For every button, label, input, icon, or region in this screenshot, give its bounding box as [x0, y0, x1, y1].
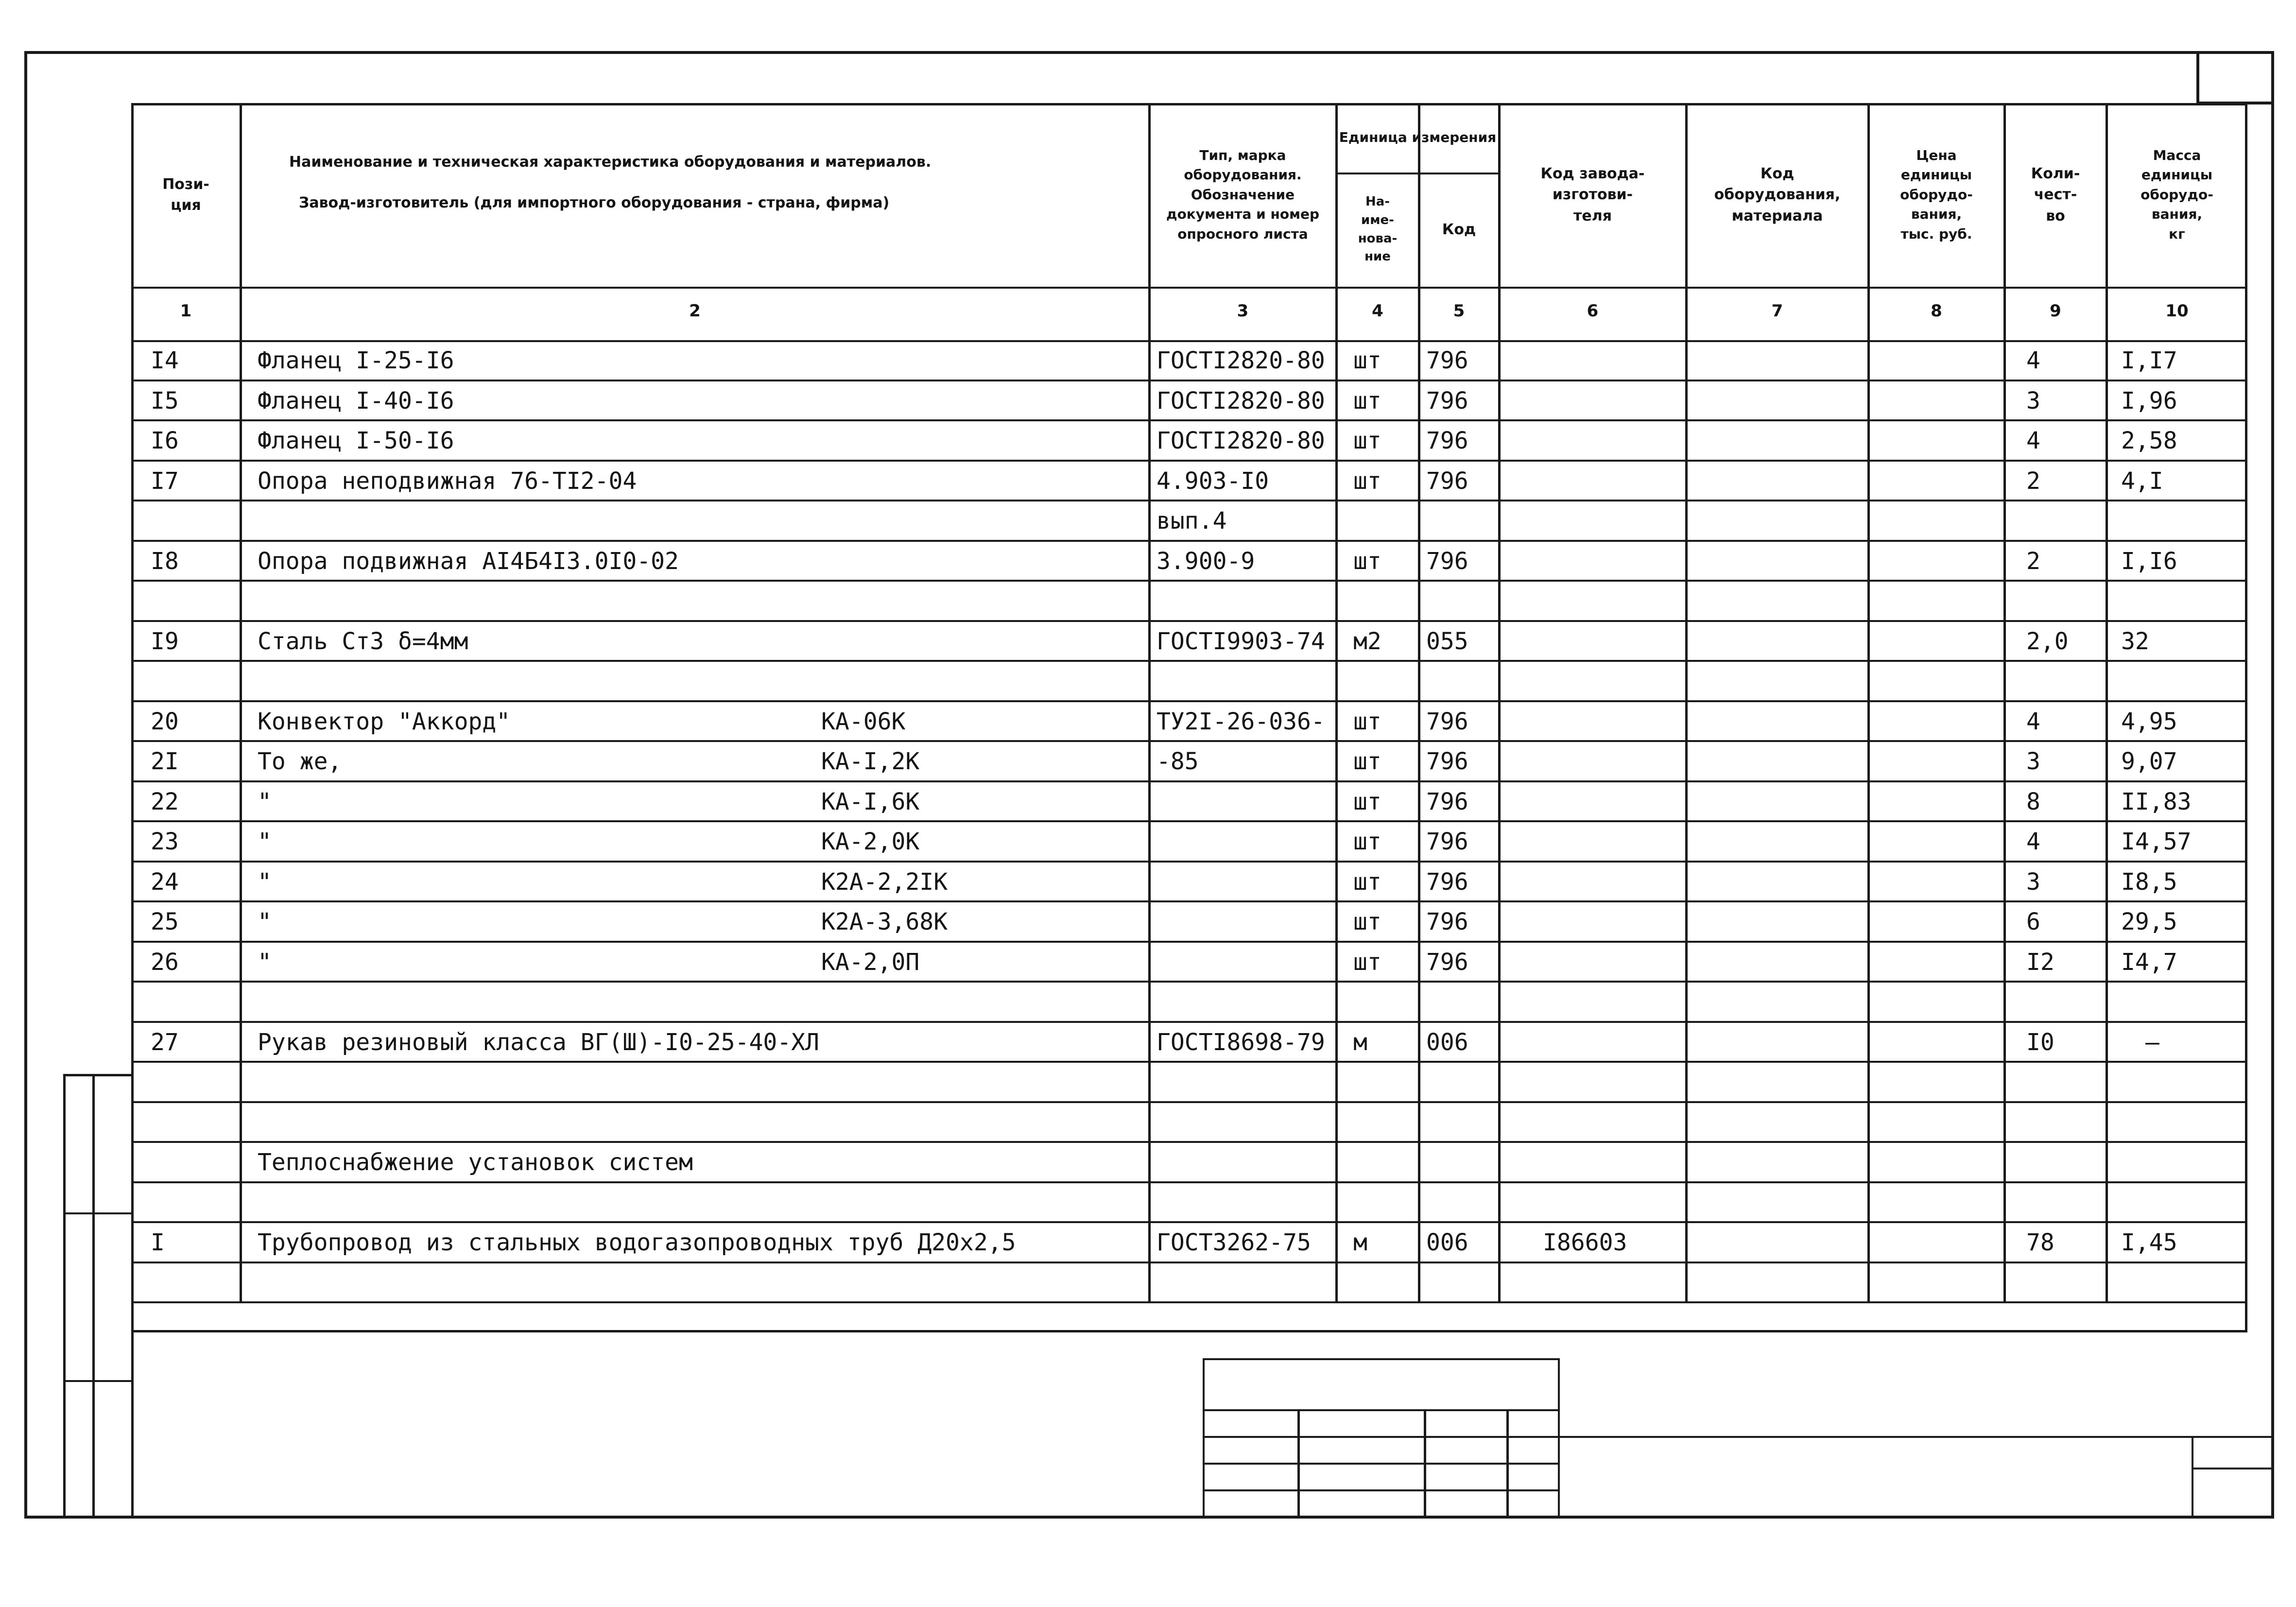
table-cell-pos: I4	[151, 347, 179, 374]
table-cell-name: Теплоснабжение установок систем	[258, 1149, 693, 1176]
stamp-divider-1	[63, 1212, 134, 1214]
table-cell-unit: шт	[1353, 387, 1381, 415]
table-cell-doc: ГОСТI2820-80	[1157, 387, 1325, 415]
table-cell-qty: 2	[2026, 467, 2040, 495]
table-cell-doc: ТУ2I-26-036-	[1157, 708, 1325, 735]
header-c2-line1: Наименование и техническая характеристика оборудования и материалов.	[289, 154, 932, 171]
table-cell-mark: КА-06К	[821, 708, 906, 735]
row-separator	[131, 419, 2247, 421]
table-cell-pos: 20	[151, 708, 179, 735]
table-cell-doc: ГОСТ3262-75	[1157, 1229, 1311, 1256]
table-cell-code: 796	[1426, 708, 1468, 735]
table-cell-doc: 4.903-I0	[1157, 467, 1269, 495]
table-cell-factory: I86603	[1543, 1229, 1627, 1256]
column-number: 10	[2165, 301, 2189, 321]
table-cell-doc: 3.900-9	[1157, 547, 1255, 575]
table-cell-unit: шт	[1353, 908, 1381, 935]
row-separator	[131, 861, 2247, 863]
table-cell-name: Фланец I-40-I6	[258, 387, 454, 415]
table-cell-qty: 3	[2026, 748, 2040, 775]
table-cell-doc: ГОСТI9903-74	[1157, 627, 1325, 655]
table-cell-code: 796	[1426, 948, 1468, 976]
table-cell-qty: 3	[2026, 868, 2040, 896]
table-cell-pos: 22	[151, 788, 179, 815]
column-number: 8	[1931, 301, 1942, 321]
table-cell-qty: 2	[2026, 547, 2040, 575]
table-cell-mark: КА-I,2К	[821, 748, 920, 775]
table-cell-qty: 4	[2026, 427, 2040, 454]
table-cell-mark: К2А-2,2IК	[821, 868, 948, 896]
stamp-divider-2	[63, 1380, 134, 1382]
row-separator	[131, 1301, 2247, 1303]
privyazan-vline-1	[1297, 1409, 1300, 1516]
table-cell-mass: I4,7	[2121, 948, 2177, 976]
table-cell-mark: К2А-3,68К	[821, 908, 948, 935]
table-cell-pos: I	[151, 1229, 165, 1256]
table-cell-name: "	[258, 948, 272, 976]
table-cell-doc: ГОСТI2820-80	[1157, 347, 1325, 374]
header-bottom-line	[131, 287, 2247, 289]
column-number-line	[131, 340, 2247, 342]
table-cell-name: Фланец I-50-I6	[258, 427, 454, 454]
header-c5: Код	[1442, 221, 1476, 238]
table-cell-qty: 2,0	[2026, 627, 2069, 655]
table-cell-doc: -85	[1157, 748, 1199, 775]
row-separator	[131, 540, 2247, 542]
row-separator	[131, 1141, 2247, 1143]
column-number: 7	[1771, 301, 1783, 321]
header-c2	[241, 103, 1149, 287]
table-cell-name: "	[258, 788, 272, 815]
table-cell-code: 796	[1426, 547, 1468, 575]
table-cell-name: Опора подвижная АI4Б4I3.0I0-02	[258, 547, 679, 575]
row-separator	[131, 700, 2247, 702]
row-separator	[131, 981, 2247, 983]
table-cell-mark: КА-I,6К	[821, 788, 920, 815]
table-cell-unit: шт	[1353, 708, 1381, 735]
table-cell-mass: I,96	[2121, 387, 2177, 415]
table-cell-name: "	[258, 828, 272, 855]
sheet-number-box	[2196, 51, 2274, 104]
table-cell-mark: КА-2,0К	[821, 828, 920, 855]
table-cell-mass: 4,I	[2121, 467, 2163, 495]
header-c6: Код завода- изготови- теля	[1540, 165, 1645, 225]
table-cell-qty: 78	[2026, 1229, 2054, 1256]
table-cell-unit: шт	[1353, 788, 1381, 815]
table-cell-unit: шт	[1353, 347, 1381, 374]
table-cell-pos: 26	[151, 948, 179, 976]
table-cell-qty: 3	[2026, 387, 2040, 415]
table-cell-name: Трубопровод из стальных водогазопроводных труб Д20х2,5	[258, 1229, 1016, 1256]
title-top-line	[1560, 1436, 2274, 1438]
table-cell-code: 006	[1426, 1229, 1468, 1256]
column-number: 3	[1237, 301, 1249, 321]
table-cell-unit: м	[1353, 1229, 1367, 1256]
table-cell-mass: I4,57	[2121, 828, 2192, 855]
table-cell-doc: ГОСТI2820-80	[1157, 427, 1325, 454]
table-cell-qty: 4	[2026, 828, 2040, 855]
table-cell-qty: I0	[2026, 1028, 2054, 1056]
row-separator	[131, 780, 2247, 782]
table-cell-pos: I7	[151, 467, 179, 495]
row-separator	[131, 900, 2247, 902]
column-number: 2	[689, 301, 701, 321]
header-c8: Цена единицы оборудо- вания, тыс. руб.	[1900, 147, 1973, 242]
column-number: 5	[1453, 301, 1465, 321]
table-cell-unit: шт	[1353, 427, 1381, 454]
table-cell-code: 796	[1426, 427, 1468, 454]
row-separator	[131, 820, 2247, 822]
table-cell-code: 006	[1426, 1028, 1468, 1056]
table-cell-mass: I,I6	[2121, 547, 2177, 575]
table-cell-mark: КА-2,0П	[821, 948, 920, 976]
table-cell-code: 796	[1426, 387, 1468, 415]
row-separator	[131, 380, 2247, 381]
row-separator	[131, 1261, 2247, 1263]
table-cell-mass: 2,58	[2121, 427, 2177, 454]
table-cell-unit: шт	[1353, 828, 1381, 855]
privyazan-vline-3	[1506, 1409, 1509, 1516]
table-cell-code: 796	[1426, 828, 1468, 855]
header-c3: Тип, марка оборудования. Обозначение документа и номер опросного листа	[1166, 147, 1320, 242]
table-cell-code: 796	[1426, 467, 1468, 495]
table-cell-code: 796	[1426, 788, 1468, 815]
row-separator	[131, 620, 2247, 622]
row-separator	[131, 1181, 2247, 1183]
table-cell-pos: 2I	[151, 748, 179, 775]
table-cell-unit: шт	[1353, 748, 1381, 775]
column-number: 4	[1372, 301, 1383, 321]
row-separator	[131, 1221, 2247, 1223]
table-cell-name: Рукав резиновый класса ВГ(Ш)-I0-25-40-ХЛ	[258, 1028, 819, 1056]
row-separator	[131, 1061, 2247, 1063]
row-separator	[131, 660, 2247, 662]
table-cell-qty: 4	[2026, 708, 2040, 735]
table-cell-name: "	[258, 908, 272, 935]
header-c4group: Единица измерения	[1339, 129, 1497, 146]
table-cell-pos: 23	[151, 828, 179, 855]
table-cell-code: 796	[1426, 868, 1468, 896]
table-cell-code: 055	[1426, 627, 1468, 655]
column-number: 9	[2050, 301, 2061, 321]
left-stamp	[63, 1074, 134, 1519]
table-cell-pos: 27	[151, 1028, 179, 1056]
table-cell-mass: 9,07	[2121, 748, 2177, 775]
row-separator	[131, 1101, 2247, 1103]
table-cell-qty: 6	[2026, 908, 2040, 935]
row-separator	[131, 500, 2247, 501]
table-cell-name: Сталь Ст3 δ=4мм	[258, 627, 468, 655]
table-cell-unit: шт	[1353, 547, 1381, 575]
table-cell-name: Конвектор "Аккорд"	[258, 708, 511, 735]
header-c4: На- име- нова- ние	[1358, 194, 1398, 264]
table-cell-mass: I,45	[2121, 1229, 2177, 1256]
row-separator	[131, 740, 2247, 742]
table-cell-pos: I5	[151, 387, 179, 415]
table-cell-code: 796	[1426, 347, 1468, 374]
table-cell-mass: I8,5	[2121, 868, 2177, 896]
table-cell-code: 796	[1426, 908, 1468, 935]
header-c2-line2: Завод-изготовитель (для импортного оборудования - страна, фирма)	[299, 194, 890, 211]
row-separator	[131, 460, 2247, 462]
table-cell-unit: м	[1353, 1028, 1367, 1056]
table-cell-pos: I9	[151, 627, 179, 655]
table-cell-mass: I,I7	[2121, 347, 2177, 374]
stamp-vertical	[92, 1074, 95, 1519]
table-cell-mass: 29,5	[2121, 908, 2177, 935]
table-cell-unit: шт	[1353, 467, 1381, 495]
header-c1: Пози- ция	[162, 175, 209, 214]
project-label	[100, 1001, 167, 1016]
table-cell-name: "	[258, 868, 272, 896]
table-cell-unit: м2	[1353, 627, 1381, 655]
table-cell-qty: 4	[2026, 347, 2040, 374]
table-cell-qty: 8	[2026, 788, 2040, 815]
table-cell-pos: I6	[151, 427, 179, 454]
table-cell-mass: 4,95	[2121, 708, 2177, 735]
privyazan-vline-2	[1424, 1409, 1426, 1516]
table-cell-mass: –	[2145, 1028, 2159, 1056]
table-cell-name: То же,	[258, 748, 342, 775]
table-cell-mass: II,83	[2121, 788, 2192, 815]
row-separator	[131, 1021, 2247, 1023]
table-cell-name: Опора неподвижная 76-ТI2-04	[258, 467, 637, 495]
header-c9: Коли- чест- во	[2031, 165, 2080, 225]
table-cell-doc: вып.4	[1157, 507, 1227, 535]
table-cell-pos: 24	[151, 868, 179, 896]
table-cell-mass: 32	[2121, 627, 2149, 655]
header-c7: Код оборудования, материала	[1714, 165, 1841, 225]
table-cell-code: 796	[1426, 748, 1468, 775]
row-separator	[131, 580, 2247, 582]
column-number: 1	[180, 301, 192, 321]
table-cell-qty: I2	[2026, 948, 2054, 976]
table-cell-name: Фланец I-25-I6	[258, 347, 454, 374]
table-cell-unit: шт	[1353, 868, 1381, 896]
row-separator	[131, 941, 2247, 943]
header-c10: Масса единицы оборудо- вания, кг	[2141, 147, 2213, 242]
column-number: 6	[1587, 301, 1599, 321]
table-cell-pos: 25	[151, 908, 179, 935]
sheet-box	[2192, 1436, 2274, 1519]
table-cell-unit: шт	[1353, 948, 1381, 976]
table-cell-doc: ГОСТI8698-79	[1157, 1028, 1325, 1056]
sheet-box-line	[2192, 1468, 2274, 1469]
album-label	[100, 415, 151, 428]
table-cell-pos: I8	[151, 547, 179, 575]
